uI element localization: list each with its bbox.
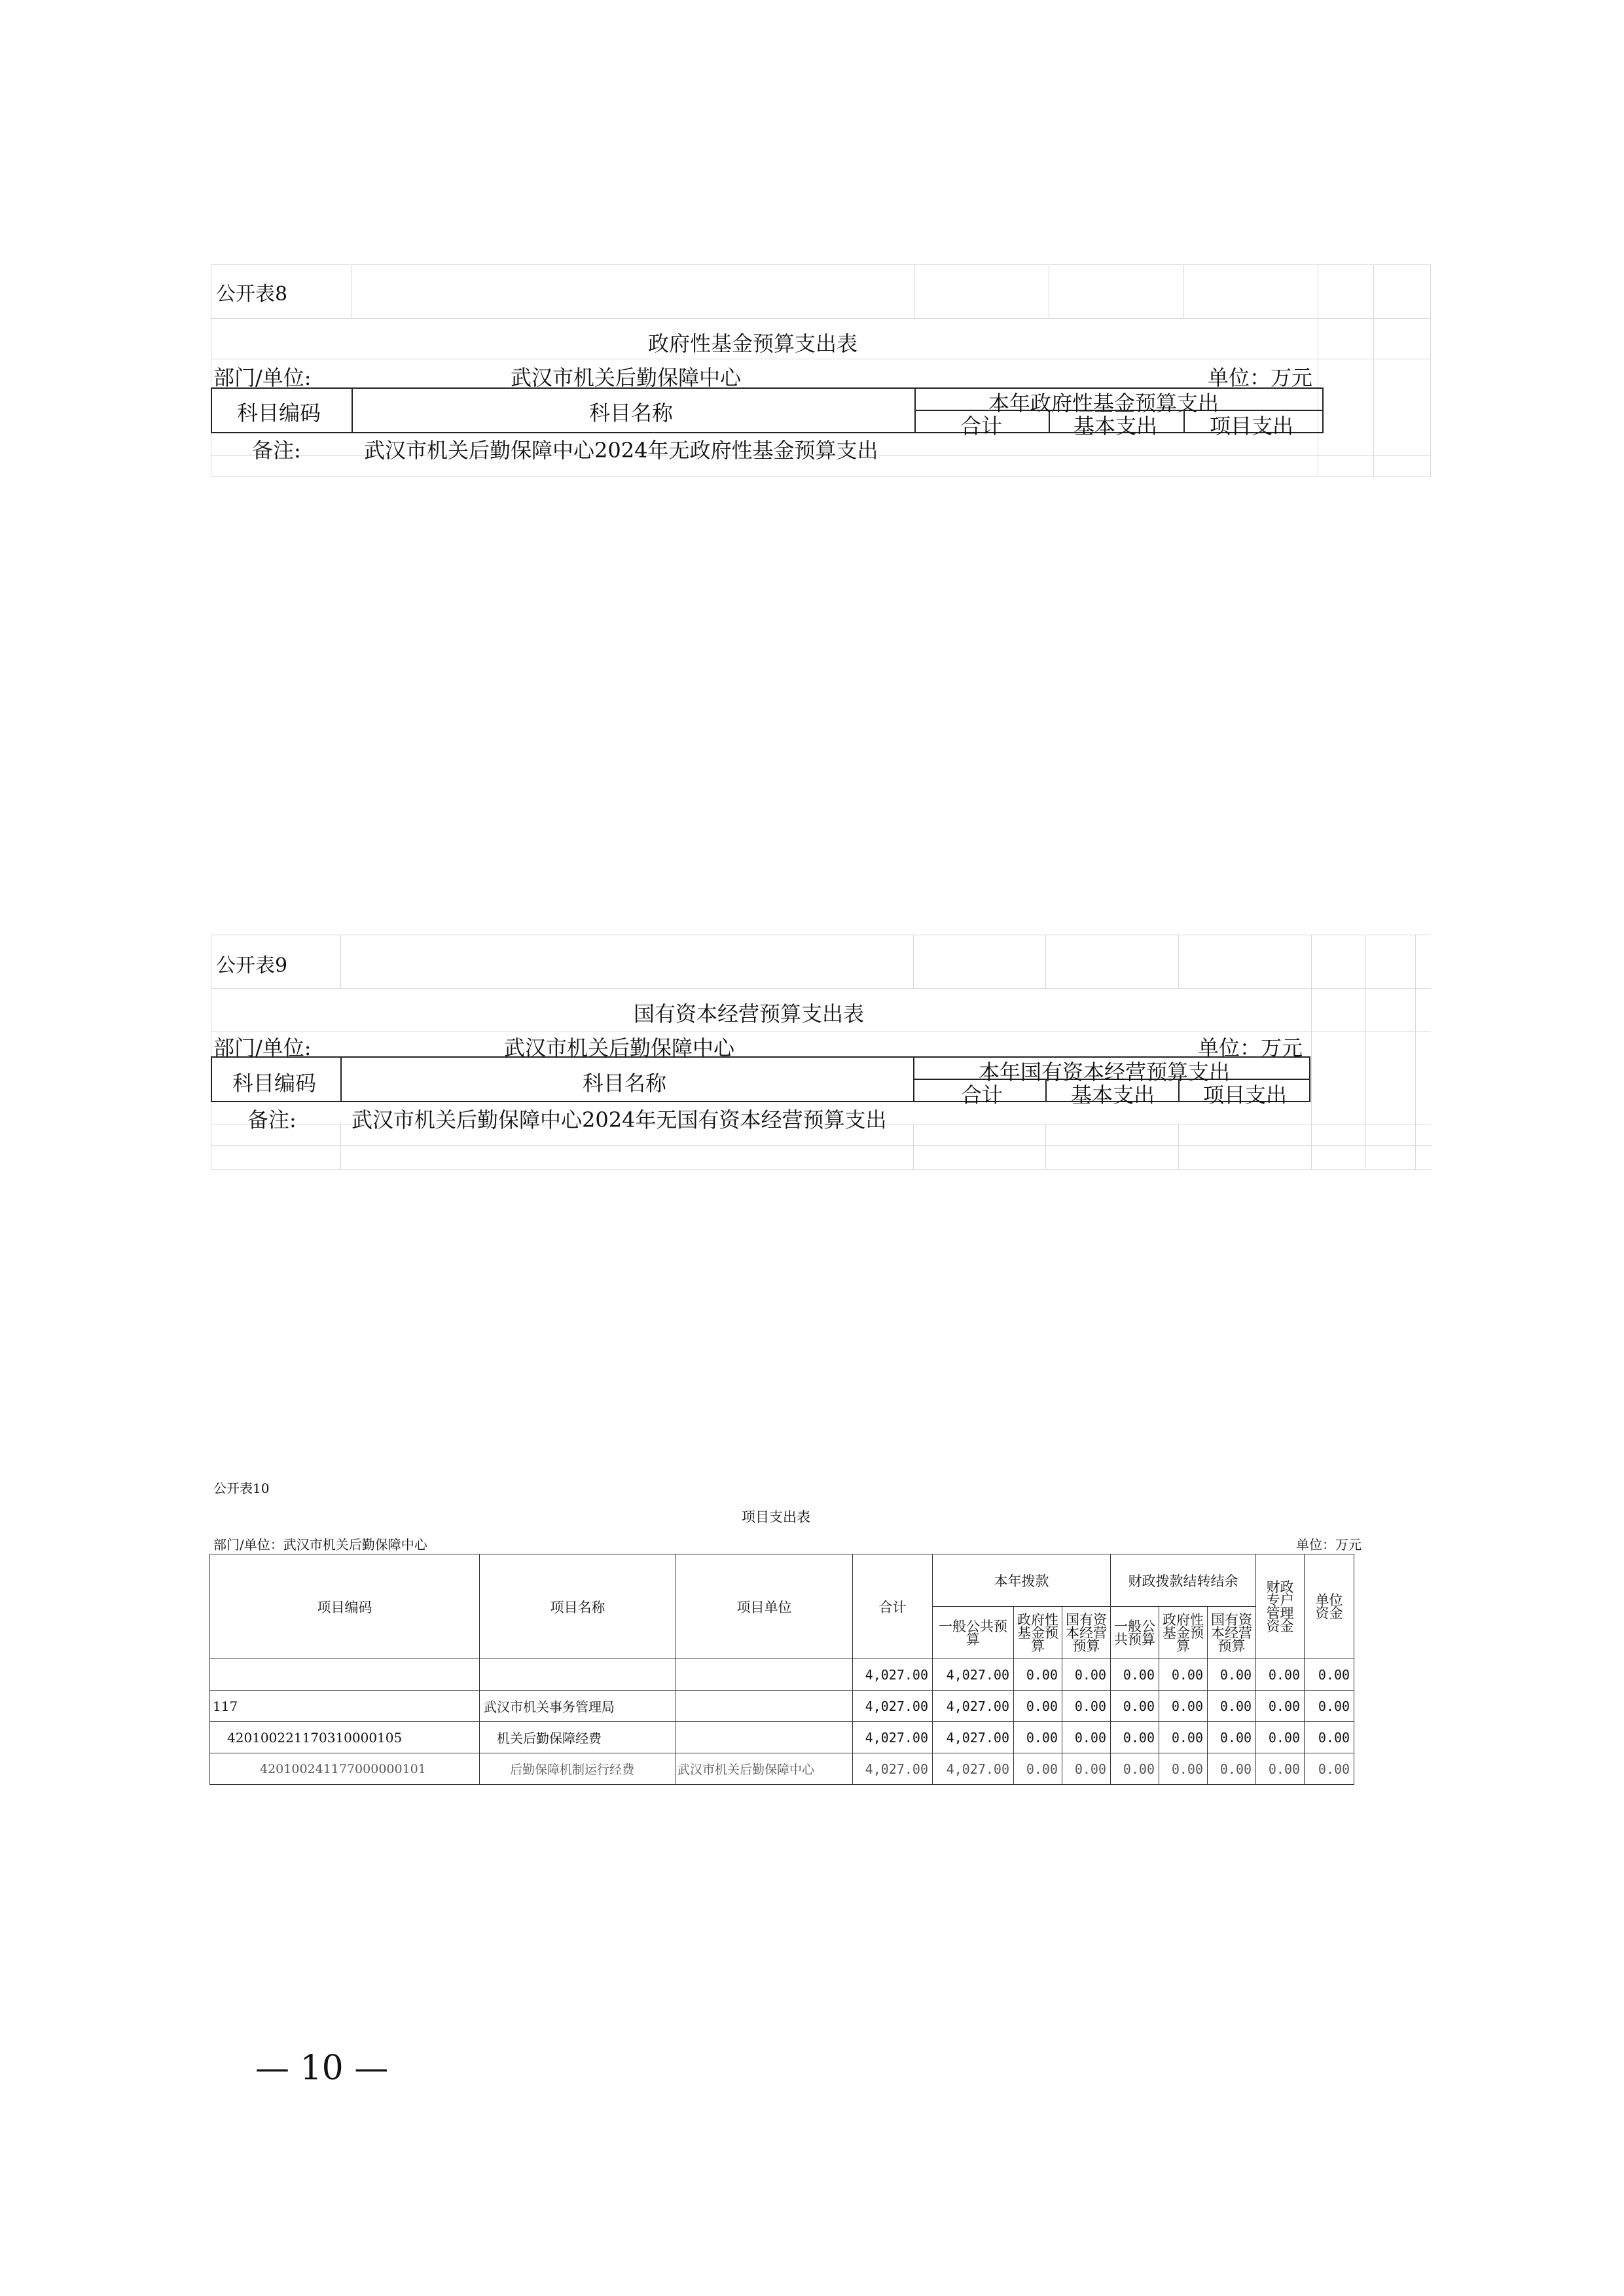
h-special: 财政专户管理资金 bbox=[1256, 1554, 1305, 1659]
note-label: 备注: bbox=[252, 438, 301, 463]
col-code: 科目编码 bbox=[232, 1071, 317, 1096]
page-number: — 10 — bbox=[255, 2049, 389, 2088]
dept-name: 武汉市机关后勤保障中心 bbox=[511, 365, 742, 390]
col-total: 合计 bbox=[961, 1083, 1003, 1107]
col-total: 合计 bbox=[960, 414, 1003, 439]
h-unit: 项目单位 bbox=[676, 1554, 853, 1659]
table-row: 420100241177000000101 后勤保障机制运行经费 武汉市机关后勤保障中心 4,027.00 4,027.00 0.00 0.00 0.00 0.00 0.00 0.00 0.00 bbox=[210, 1753, 1354, 1785]
col-basic: 基本支出 bbox=[1074, 414, 1158, 439]
table-row: 4,027.00 4,027.00 0.00 0.00 0.00 0.00 0.00 0.00 0.00 bbox=[210, 1659, 1354, 1691]
col-group: 本年国有资本经营预算支出 bbox=[979, 1060, 1231, 1085]
col-group: 本年政府性基金预算支出 bbox=[988, 391, 1219, 416]
dept-label: 部门/单位: bbox=[213, 365, 312, 390]
dept-name: 武汉市机关后勤保障中心 bbox=[504, 1035, 735, 1060]
table-title: 政府性基金预算支出表 bbox=[648, 331, 858, 356]
h-code: 项目编码 bbox=[210, 1554, 480, 1659]
col-name: 科目名称 bbox=[583, 1071, 667, 1096]
h-group1: 本年拨款 bbox=[933, 1554, 1111, 1607]
h-name: 项目名称 bbox=[480, 1554, 676, 1659]
table-row: 117 武汉市机关事务管理局 4,027.00 4,027.00 0.00 0.00 0.00 0.00 0.00 0.00 0.00 bbox=[210, 1691, 1354, 1722]
h-g1a: 一般公共预算 bbox=[933, 1607, 1014, 1659]
col-name: 科目名称 bbox=[589, 401, 674, 425]
col-project: 项目支出 bbox=[1203, 1083, 1288, 1107]
unit-label: 单位：万元 bbox=[1208, 365, 1313, 390]
note-text: 武汉市机关后勤保障中心2024年无国有资本经营预算支出 bbox=[352, 1107, 887, 1132]
note-text: 武汉市机关后勤保障中心2024年无政府性基金预算支出 bbox=[364, 438, 878, 463]
h-own: 单位资金 bbox=[1305, 1554, 1354, 1659]
dept-label: 部门/单位: bbox=[213, 1035, 312, 1060]
note-label: 备注: bbox=[247, 1107, 297, 1132]
table-row: 420100221170310000105 机关后勤保障经费 4,027.00 4,027.00 0.00 0.00 0.00 0.00 0.00 0.00 0.00 bbox=[210, 1722, 1354, 1753]
table-title: 项目支出表 bbox=[742, 1509, 810, 1525]
h-g1b: 政府性基金预算 bbox=[1014, 1607, 1062, 1659]
h-g2a: 一般公共预算 bbox=[1111, 1607, 1159, 1659]
h-total: 合计 bbox=[853, 1554, 933, 1659]
project-expense-table bbox=[209, 1554, 1354, 1785]
dept-label: 部门/单位：武汉市机关后勤保障中心 bbox=[213, 1537, 427, 1552]
h-g2b: 政府性基金预算 bbox=[1159, 1607, 1208, 1659]
col-basic: 基本支出 bbox=[1071, 1083, 1155, 1107]
col-code: 科目编码 bbox=[237, 401, 321, 425]
h-group2: 财政拨款结转结余 bbox=[1111, 1554, 1256, 1607]
table-code: 公开表9 bbox=[216, 954, 288, 977]
table-code: 公开表8 bbox=[216, 283, 288, 306]
unit-label: 单位：万元 bbox=[1198, 1035, 1303, 1060]
unit-label: 单位：万元 bbox=[1296, 1537, 1362, 1552]
table-title: 国有资本经营预算支出表 bbox=[634, 1001, 865, 1026]
table-code: 公开表10 bbox=[213, 1480, 270, 1496]
h-g2c: 国有资本经营预算 bbox=[1208, 1607, 1256, 1659]
h-g1c: 国有资本经营预算 bbox=[1062, 1607, 1111, 1659]
col-project: 项目支出 bbox=[1210, 414, 1294, 439]
